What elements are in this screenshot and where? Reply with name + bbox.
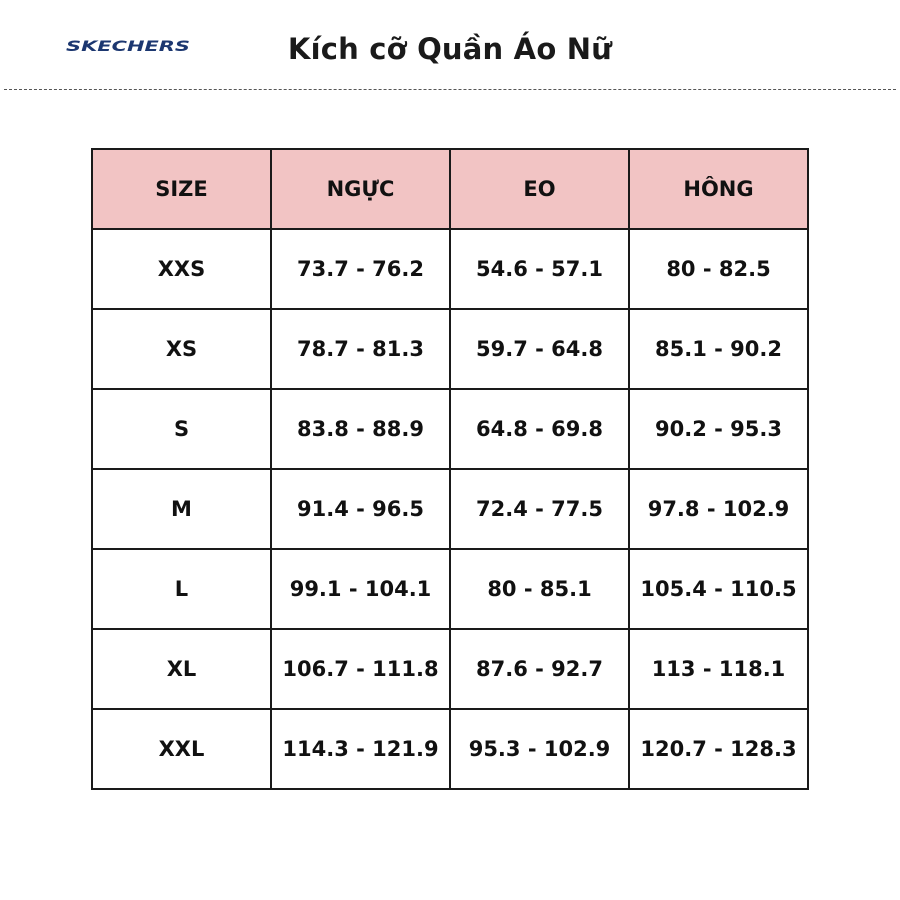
page-title: Kích cỡ Quần Áo Nữ: [287, 32, 613, 66]
header-hip: HÔNG: [629, 149, 808, 229]
waist-cell: 64.8 - 69.8: [450, 389, 629, 469]
dashed-divider: [4, 89, 896, 90]
header-size: SIZE: [92, 149, 271, 229]
hip-cell: 90.2 - 95.3: [629, 389, 808, 469]
table-row: [92, 549, 808, 629]
svg-text:SKECHERS: SKECHERS: [66, 39, 190, 55]
size-cell: XL: [92, 629, 271, 709]
chest-cell: 106.7 - 111.8: [271, 629, 450, 709]
size-cell: S: [92, 389, 271, 469]
table-row: [92, 389, 808, 469]
waist-cell: 95.3 - 102.9: [450, 709, 629, 789]
header-chest: NGỰC: [271, 149, 450, 229]
table-header-row: [92, 149, 808, 229]
size-chart-table: [91, 148, 809, 790]
table-row: [92, 309, 808, 389]
table-row: [92, 469, 808, 549]
chest-cell: 91.4 - 96.5: [271, 469, 450, 549]
hip-cell: 113 - 118.1: [629, 629, 808, 709]
size-cell: M: [92, 469, 271, 549]
waist-cell: 54.6 - 57.1: [450, 229, 629, 309]
waist-cell: 80 - 85.1: [450, 549, 629, 629]
hip-cell: 105.4 - 110.5: [629, 549, 808, 629]
hip-cell: 120.7 - 128.3: [629, 709, 808, 789]
table-row: [92, 229, 808, 309]
waist-cell: 72.4 - 77.5: [450, 469, 629, 549]
hip-cell: 85.1 - 90.2: [629, 309, 808, 389]
table-row: [92, 709, 808, 789]
size-cell: XXL: [92, 709, 271, 789]
table-row: [92, 629, 808, 709]
chest-cell: 78.7 - 81.3: [271, 309, 450, 389]
waist-cell: 59.7 - 64.8: [450, 309, 629, 389]
size-cell: XS: [92, 309, 271, 389]
hip-cell: 97.8 - 102.9: [629, 469, 808, 549]
size-cell: L: [92, 549, 271, 629]
chest-cell: 114.3 - 121.9: [271, 709, 450, 789]
header-waist: EO: [450, 149, 629, 229]
hip-cell: 80 - 82.5: [629, 229, 808, 309]
chest-cell: 73.7 - 76.2: [271, 229, 450, 309]
chest-cell: 99.1 - 104.1: [271, 549, 450, 629]
waist-cell: 87.6 - 92.7: [450, 629, 629, 709]
chest-cell: 83.8 - 88.9: [271, 389, 450, 469]
size-cell: XXS: [92, 229, 271, 309]
